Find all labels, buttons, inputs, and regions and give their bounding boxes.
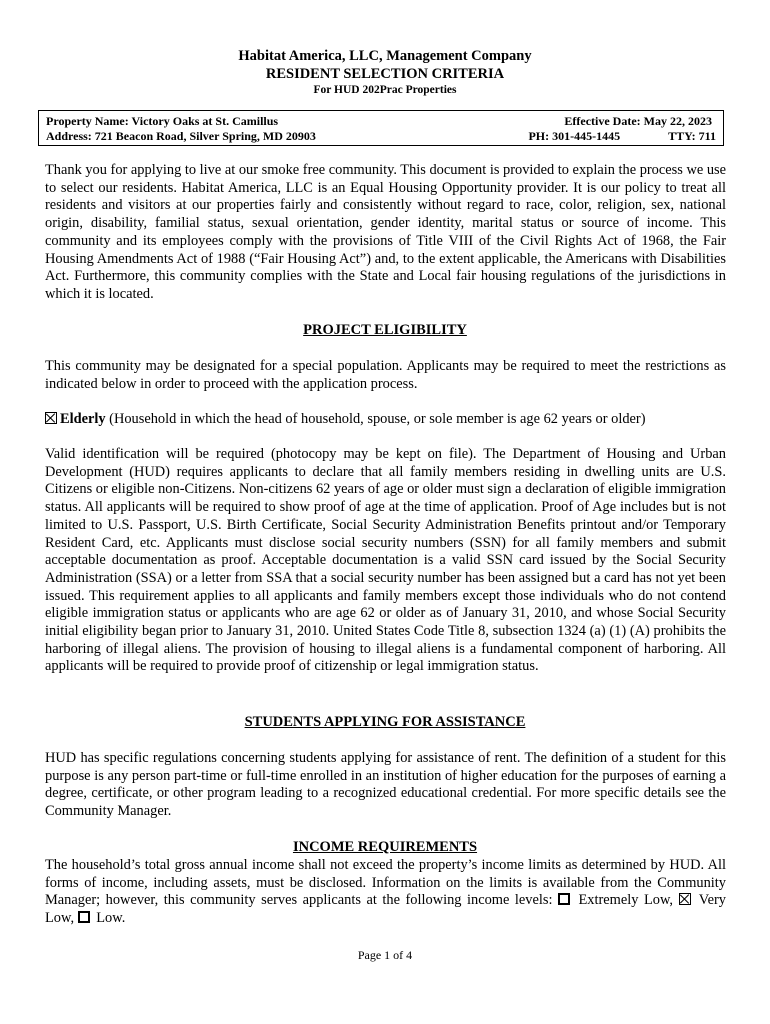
elderly-checkbox-checked[interactable] [45, 412, 57, 424]
elderly-label: Elderly [60, 411, 106, 427]
company-name: Habitat America, LLC, Management Company [238, 48, 532, 64]
contact-numbers [528, 129, 716, 144]
effective-date: Effective Date: May 22, 2023 [564, 114, 712, 128]
students-heading: STUDENTS APPLYING FOR ASSISTANCE [244, 714, 526, 730]
very-low-label: Very Low, [45, 892, 726, 927]
property-name: Property Name: Victory Oaks at St. Camillus [46, 114, 279, 128]
eligibility-paragraph: This community may be designated for a special population. Applicants may be required to meet the restrictions as indicated below in order to proceed with the application process. [45, 358, 726, 392]
very-low-checkbox-checked[interactable] [679, 893, 691, 905]
extremely-low-checkbox[interactable] [558, 893, 570, 905]
low-label: Low. [92, 910, 126, 927]
document-subtitle: For HUD 202Prac Properties [313, 84, 457, 96]
document-title: RESIDENT SELECTION CRITERIA [265, 66, 505, 82]
extremely-low-label: Extremely Low, [572, 892, 674, 909]
income-paragraph [45, 857, 726, 928]
elderly-description: (Household in which the head of household, spouse, or sole member is age 62 years or older) [105, 411, 646, 427]
income-text: The household’s total gross annual income shall not exceed the property’s income limits as determined by HUD. All forms of income, including assets, must be disclosed. Information on the limits is available from the Community Manager; however, this community serves applicants at the following income levels: [45, 857, 726, 909]
low-checkbox[interactable] [78, 911, 90, 923]
phone-number: PH: 301-445-1445 [528, 129, 621, 143]
intro-paragraph: Thank you for applying to live at our smoke free community. This document is provided to explain the process we use to select our residents. Habitat America, LLC is an Equal Housing Opportunity provider. It is our policy to treat all residents and visitors at our properties fairly and consistently without regard to race, color, religion, sex, national origin, disability, familial status, sexual orientation, gender identity, marital status or source of income. This community and its employees comply with the provisions of Title VIII of the Civil Rights Act of 1968, the Fair Housing Amendments Act of 1988 (“Fair Housing Act”) and, to the extent applicable, the Americans with Disabilities Act. Furthermore, this community complies with the State and Local fair housing regulations of the jurisdictions in which it is located. [45, 162, 727, 302]
elderly-option [45, 411, 726, 429]
students-paragraph: HUD has specific regulations concerning students applying for assistance of rent. The definition of a student for this purpose is any person part-time or full-time enrolled in an institution of higher education for the purposes of earning a degree, certificate, or other program leading to a recognized educational credential. For more specific details see the Community Manager. [45, 750, 726, 820]
property-info-box [38, 110, 724, 146]
tty-number: TTY: 711 [668, 129, 716, 143]
page-number: Page 1 of 4 [357, 948, 413, 962]
income-heading: INCOME REQUIREMENTS [292, 839, 478, 855]
identification-paragraph: Valid identification will be required (photocopy may be kept on file). The Department of Housing and Urban Development (HUD) requires applicants to declare that all family members residing in dwelling units are U.S. Citizens or eligible non-Citizens. Non-citizens 62 years of age or older must sign a declaration of eligible immigration status. All applicants will be required to show proof of age at the time of application. Proof of Age includes but is not limited to U.S. Passport, U.S. Birth Certificate, Social Security Administration Benefits printout and/or Temporary Resident Card, etc. Applicants must disclose social security numbers (SSN) for all family members and submit acceptable documentation as proof. Acceptable documentation is a valid SSN card issued by the Social Security Administration (SSA) or a letter from SSA that a social security number has been assigned but a card has not yet been issued. This requirement applies to all applicants and family members except those individuals who do not contend eligible immigration status or applicants who are age 62 or older as of January 31, 2010, and whose Social Security initial eligibility began prior to January 31, 2010. United States Code Title 8, subsection 1324 (a) (1) (A) prohibits the harboring of illegal aliens. The provision of housing to illegal aliens is a fundamental component of harboring. All applicants will be required to provide proof of citizenship or legal immigration status. [45, 446, 726, 675]
property-address: Address: 721 Beacon Road, Silver Spring, MD 20903 [46, 129, 316, 143]
project-eligibility-heading: PROJECT ELIGIBILITY [303, 322, 467, 338]
